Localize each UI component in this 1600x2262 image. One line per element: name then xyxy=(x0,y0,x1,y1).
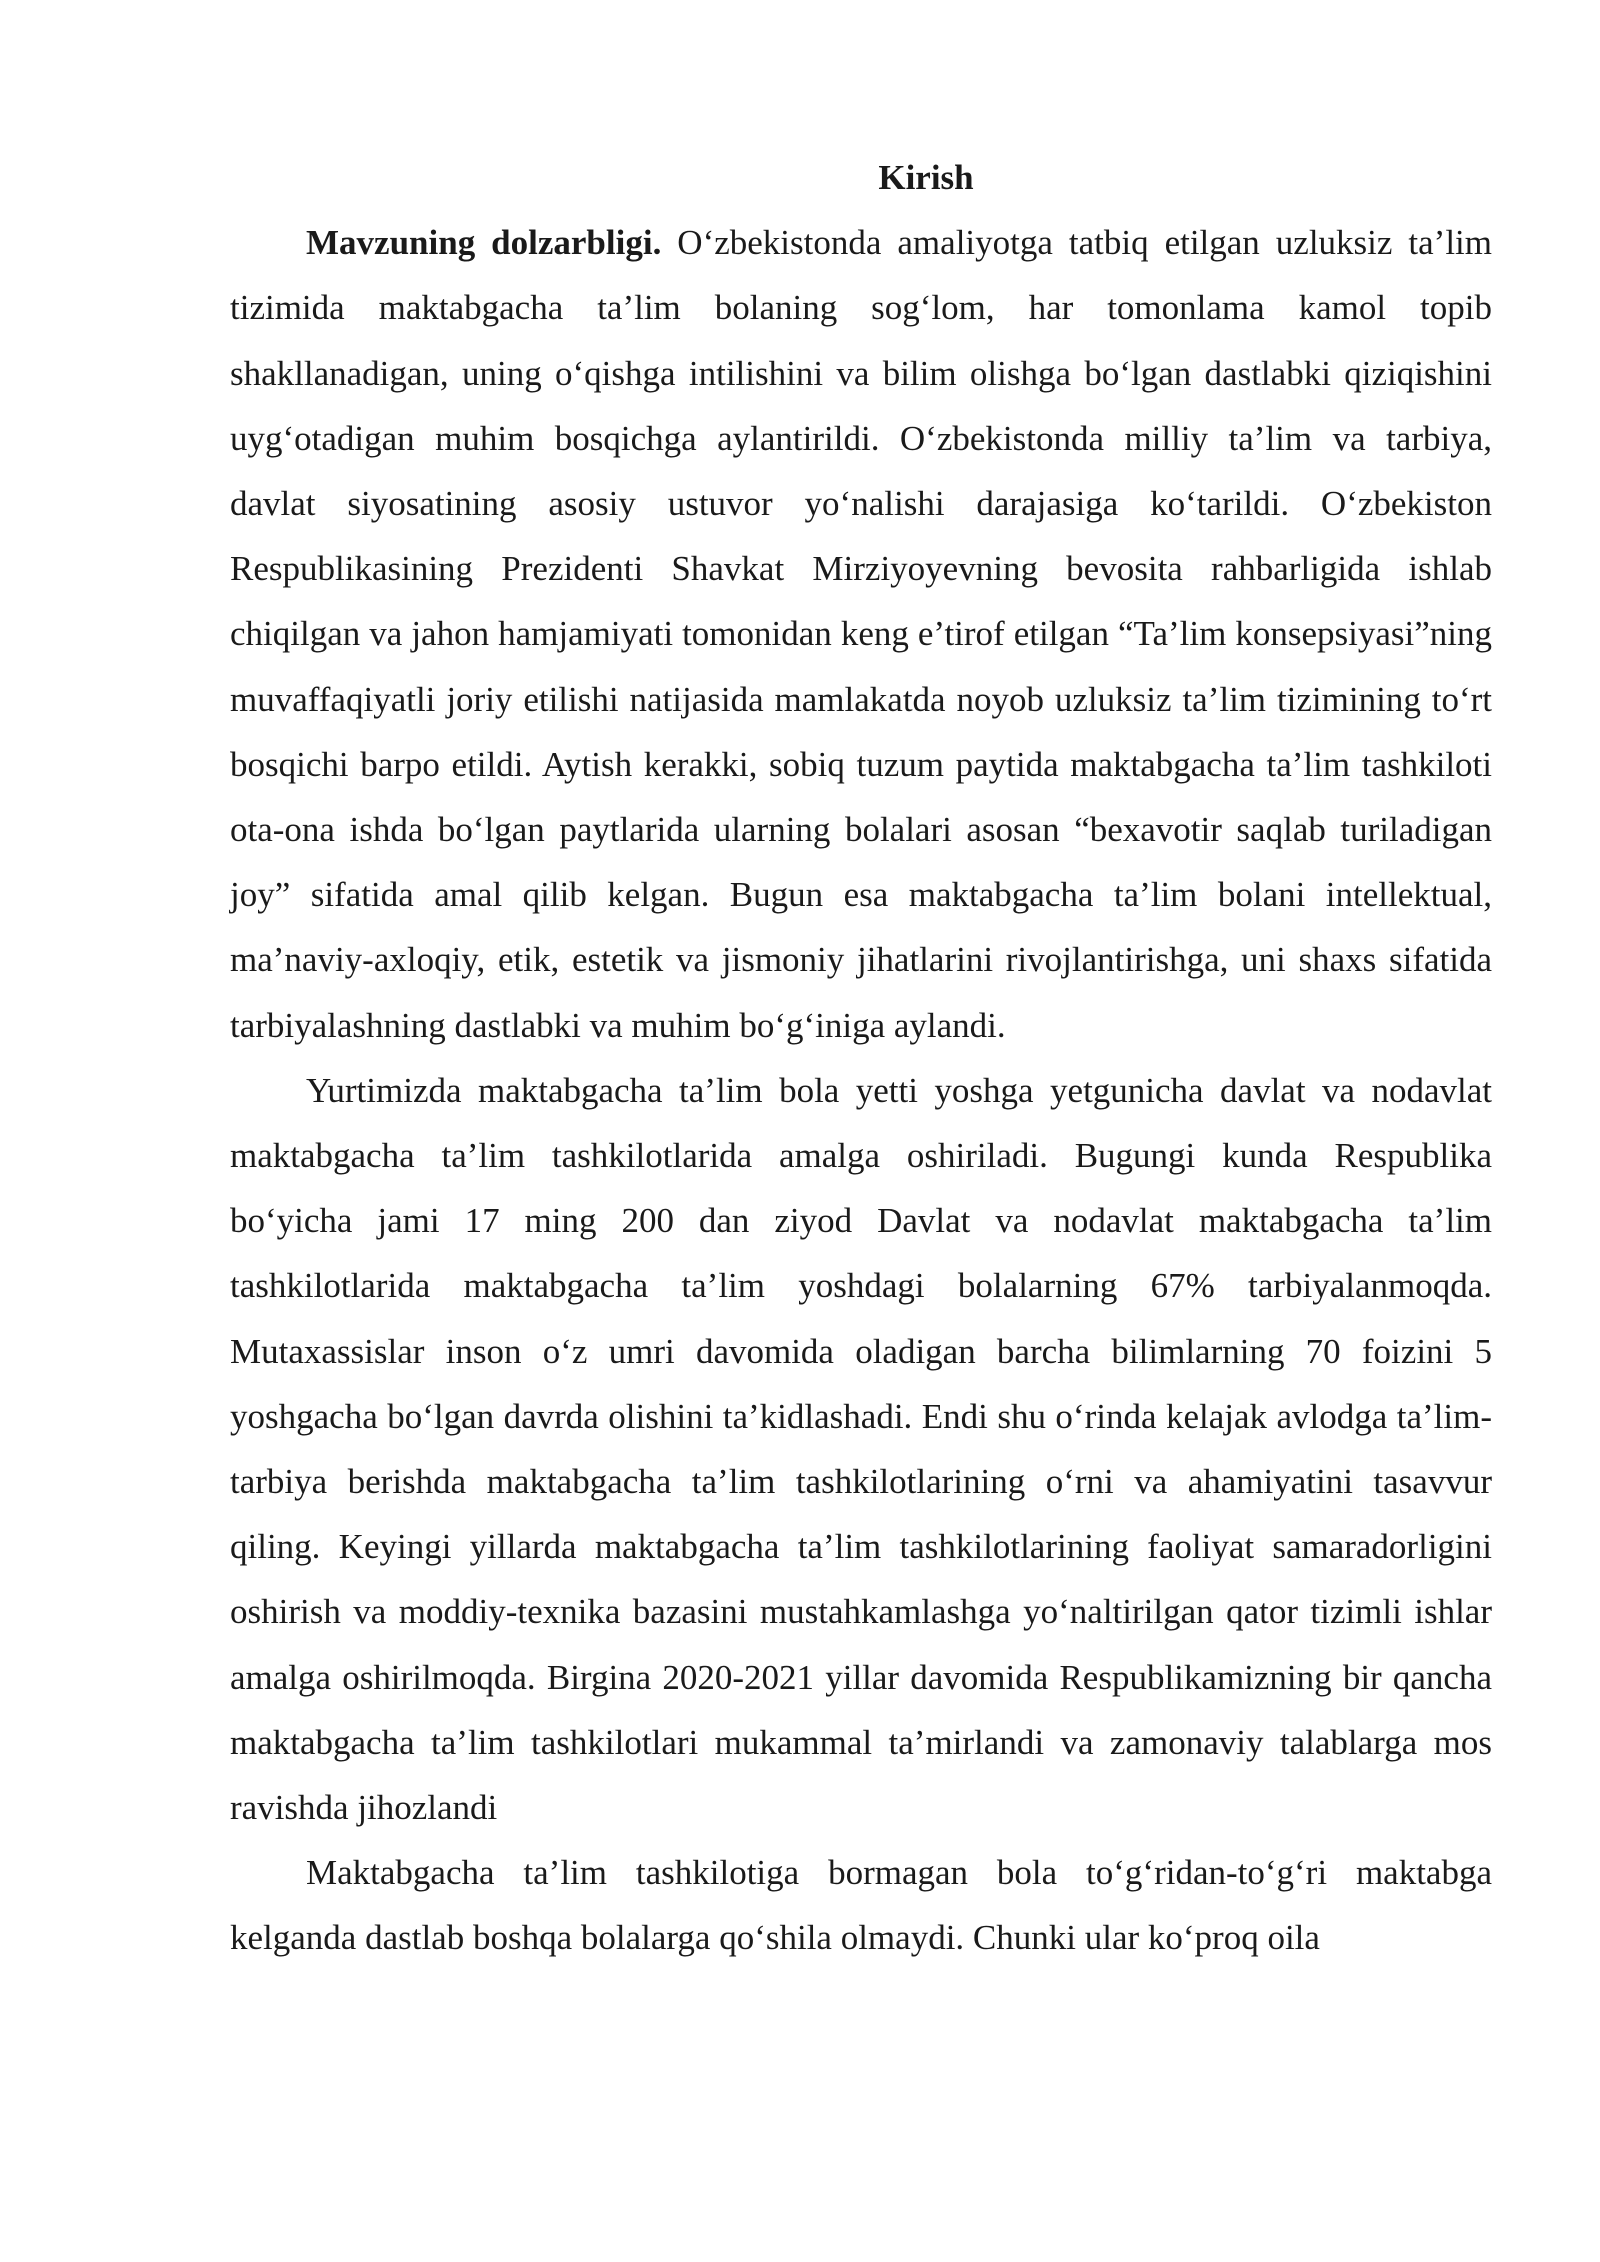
paragraph-text: Maktabgacha ta’lim tashkilotiga bormagan bola to‘g‘ridan-to‘g‘ri maktabga kelganda dastlab boshqa bolalarga qo‘shila olmaydi. Chunki ular ko‘proq oila xyxy=(230,1853,1492,1958)
paragraph-text: Yurtimizda maktabgacha ta’lim bola yetti yoshga yetgunicha davlat va nodavlat maktabgacha ta’lim tashkilotlarida amalga oshiriladi. Bugungi kunda Respublika bo‘yicha jami 17 ming 200 dan ziyod Davlat va nodavlat maktabgacha ta’lim tashkilotlarida maktabgacha ta’lim yoshdagi bolalarning 67% tarbiyalanmoqda. Mutaxassislar inson o‘z umri davomida oladigan barcha bilimlarning 70 foizini 5 yoshgacha bo‘lgan davrda olishini ta’kidlashadi. Endi shu o‘rinda kelajak avlodga ta’lim-tarbiya berishda maktabgacha ta’lim tashkilotlarining o‘rni va ahamiyatini tasavvur qiling. Keyingi yillarda maktabgacha ta’lim tashkilotlarining faoliyat samaradorligini oshirish va moddiy-texnika bazasini mustahkamlashga yo‘naltirilgan qator tizimli ishlar amalga oshirilmoqda. Birgina 2020-2021 yillar davomida Respublikamizning bir qancha maktabgacha ta’lim tashkilotlari mukammal ta’mirlandi va zamonaviy talablarga mos ravishda jihozlandi xyxy=(230,1070,1492,1828)
paragraph-3 xyxy=(230,1840,1492,1970)
paragraph-lead: Mavzuning dolzarbligi. xyxy=(306,223,662,263)
page-title: Kirish xyxy=(878,158,974,197)
paragraph-2 xyxy=(230,1058,1492,1840)
document-body xyxy=(230,145,1492,1971)
paragraph-text: O‘zbekistonda amaliyotga tatbiq etilgan uzluksiz ta’lim tizimida maktabgacha ta’lim bolaning sog‘lom, har tomonlama kamol topib shakllanadigan, uning o‘qishga intilishini va bilim olishga bo‘lgan dastlabki qiziqishini uyg‘otadigan muhim bosqichga aylantirildi. O‘zbekistonda milliy ta’lim va tarbiya, davlat siyosatining asosiy ustuvor yo‘nalishi darajasiga ko‘tarildi. O‘zbekiston Respublikasining Prezidenti Shavkat Mirziyoyevning bevosita rahbarligida ishlab chiqilgan va jahon hamjamiyati tomonidan keng e’tirof etilgan “Ta’lim konsepsiyasi”ning muvaffaqiyatli joriy etilishi natijasida mamlakatda noyob uzluksiz ta’lim tizimining to‘rt bosqichi barpo etildi. Aytish kerakki, sobiq tuzum paytida maktabgacha ta’lim tashkiloti ota-ona ishda bo‘lgan paytlarida ularning bolalari asosan “bexavotir saqlab turiladigan joy” sifatida amal qilib kelgan. Bugun esa maktabgacha ta’lim bolani intellektual, ma’naviy-axloqiy, etik, estetik va jismoniy jihatlarini rivojlantirishga, uni shaxs sifatida tarbiyalashning dastlabki va muhim bo‘g‘iniga aylandi. xyxy=(230,223,1492,1045)
paragraph-1 xyxy=(230,210,1492,1058)
